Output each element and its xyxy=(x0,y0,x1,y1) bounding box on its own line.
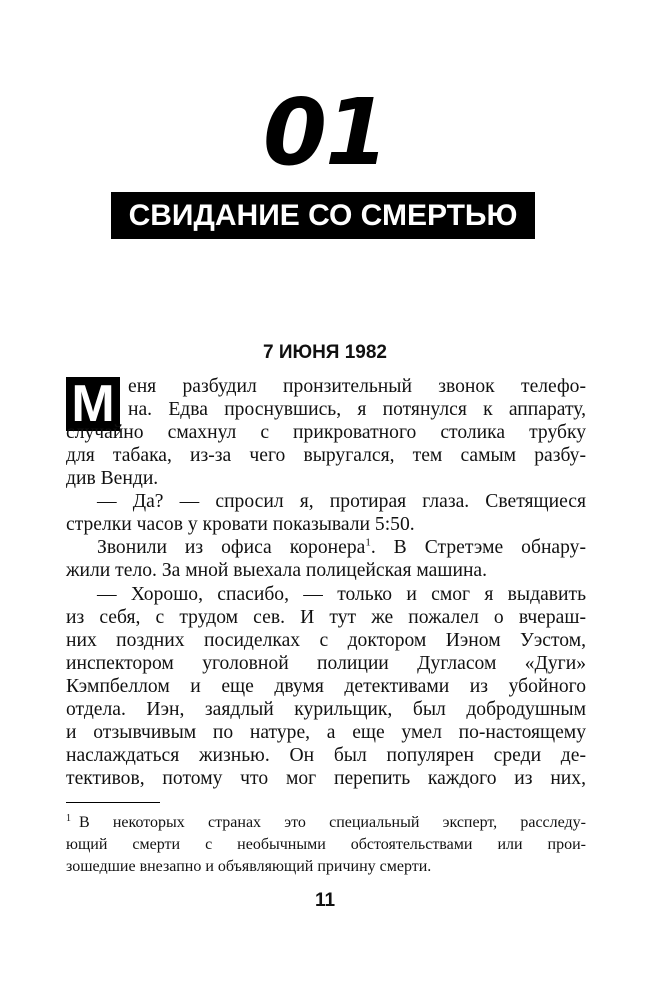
body-line: из себя, с трудом сев. И тут же пожалел о вчераш- xyxy=(66,606,586,628)
body-line: — Да? — спросил я, протирая глаза. Светящиеся xyxy=(97,491,586,513)
body-line: случайно смахнул с прикроватного столика трубку xyxy=(66,422,586,444)
body-line-part: . В Стретэме обнару- xyxy=(370,537,586,559)
body-line: стрелки часов у кровати показывали 5:50. xyxy=(66,514,415,536)
footnote-marker: 1 xyxy=(365,536,371,549)
body-line: на. Едва проснувшись, я потянулся к аппарату, xyxy=(128,399,586,421)
body-line: и отзывчивым по натуре, а еще умел по-настоящему xyxy=(66,721,586,743)
footnote-line: зошедшие внезапно и объявляющий причину смерти. xyxy=(66,858,432,875)
body-line: Кэмпбеллом и еще двумя детективами из убойного xyxy=(66,675,586,697)
body-line-part: Звонили из офиса коронера xyxy=(97,537,366,559)
body-line: для табака, из-за чего выругался, тем самым разбу- xyxy=(66,445,586,467)
body-line: них поздних посиделках с доктором Иэном Уэстом, xyxy=(66,629,586,651)
body-line: еня разбудил пронзительный звонок телефо- xyxy=(128,376,586,397)
body-line: наслаждаться жизнью. Он был популярен среди де- xyxy=(66,744,586,766)
body-line xyxy=(97,536,586,559)
page-number: 11 xyxy=(314,890,336,911)
drop-cap: М xyxy=(66,377,120,431)
footnote-number: 1 xyxy=(66,812,71,824)
body-line: — Хорошо, спасибо, — только и смог я выдавить xyxy=(97,583,586,605)
body-line: тективов, потому что мог перепить каждого из них, xyxy=(66,767,586,789)
body-line: отдела. Иэн, заядлый курильщик, был добродушным xyxy=(66,698,586,720)
chapter-number: 01 xyxy=(262,79,388,186)
footnote-text: В некоторых странах это специальный эксперт, расследу- xyxy=(79,814,586,831)
footnote-line: ющий смерти с необычными обстоятельствами или прои- xyxy=(66,836,586,853)
footnote-divider xyxy=(66,802,160,803)
footnote-line xyxy=(66,812,586,834)
section-date: 7 ИЮНЯ 1982 xyxy=(262,342,388,363)
body-line: инспектором уголовной полиции Дугласом «Дуги» xyxy=(66,652,586,674)
body-line: див Венди. xyxy=(66,468,159,490)
body-line: жили тело. За мной выехала полицейская машина. xyxy=(66,560,488,582)
chapter-title: СВИДАНИЕ СО СМЕРТЬЮ xyxy=(111,192,535,239)
